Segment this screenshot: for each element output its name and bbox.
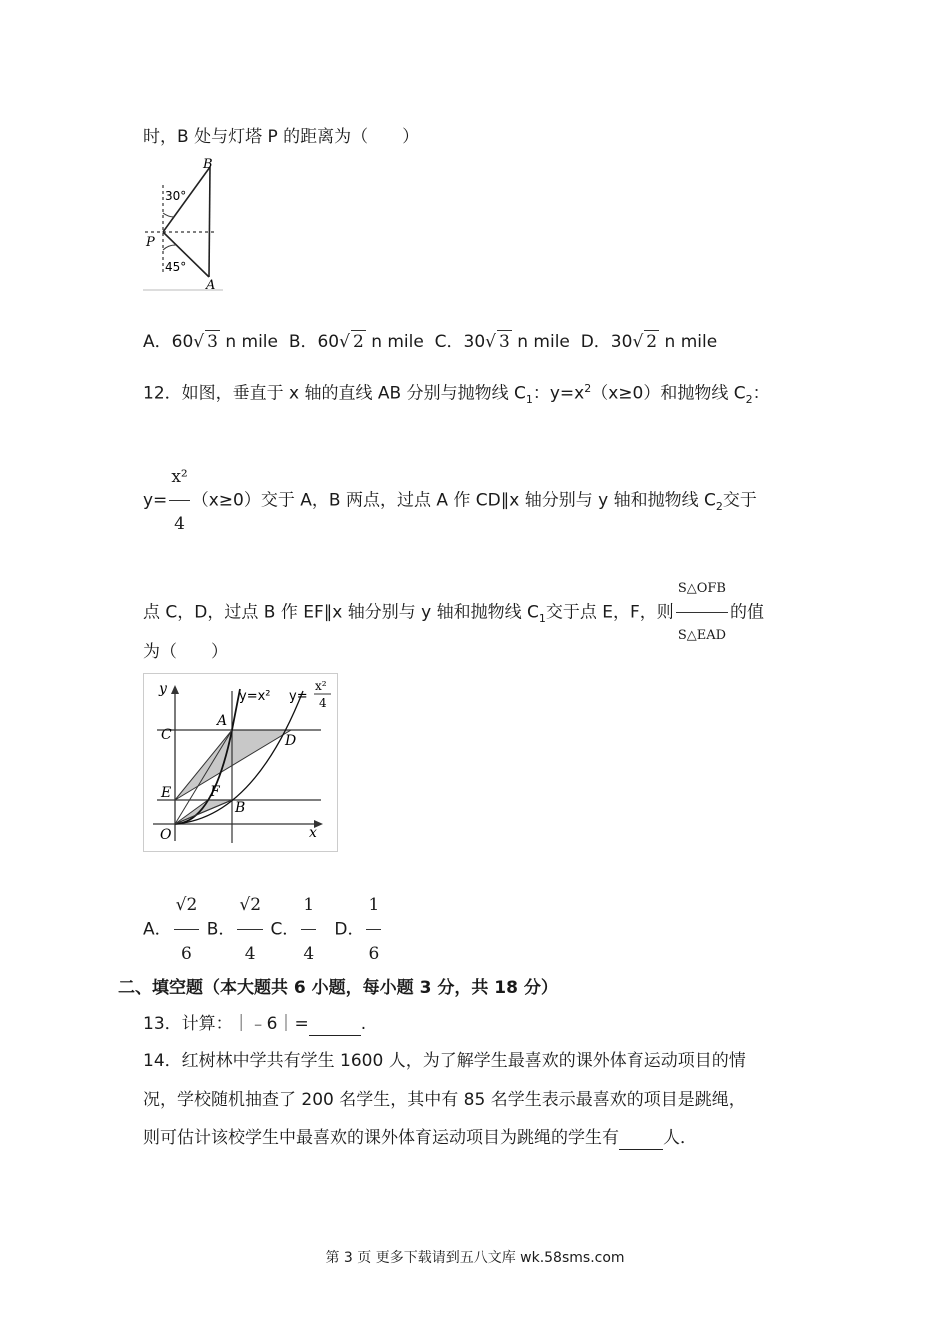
q11-option-b-unit: n mile	[371, 332, 424, 352]
q12-line2-frac-den: 4	[169, 500, 189, 547]
y-axis-label: y	[159, 681, 167, 697]
q14-line1: 14．红树林中学共有学生 1600 人，为了解学生最喜欢的课外体育运动项目的情	[143, 1051, 746, 1071]
q12-option-a	[174, 881, 200, 978]
q12-option-b-num: √2	[239, 895, 262, 915]
curve2-num: x²	[315, 679, 327, 693]
q12-line3-a: 点 C，D，过点 B 作 EF∥x 轴分别与 y 轴和抛物线 C	[143, 602, 539, 623]
q12-line2-a: （x≥0）交于 A，B 两点，过点 A 作 CD∥x 轴分别与 y 轴和抛物线 C	[191, 490, 716, 511]
q12-option-b-den: 4	[237, 929, 263, 978]
q11-option-b: B．60	[288, 332, 340, 352]
q11-option-b-rad: 2	[352, 332, 364, 352]
q12-line3	[143, 566, 764, 659]
q11-option-d-rad: 2	[646, 332, 658, 352]
section2-heading: 二、填空题（本大题共 6 小题，每小题 3 分，共 18 分）	[118, 978, 558, 998]
q12-line3-b: 交于点 E，F，则	[545, 602, 674, 623]
q12-option-c-label: C．	[270, 919, 300, 940]
page-footer: 第 3 页 更多下载请到五八文库 wk.58sms.com	[325, 1250, 625, 1266]
q11-option-d-unit: n mile	[664, 332, 718, 352]
q12-line1-d: ：	[752, 383, 770, 404]
q12-line2-b: 交于	[722, 490, 757, 511]
q12-option-d	[366, 881, 381, 978]
q12-line3-sub: 1	[538, 611, 546, 625]
q12-option-d-label: D．	[334, 919, 365, 940]
q14-line3-end: 人．	[663, 1128, 697, 1148]
q12-line1-sup: 2	[584, 382, 592, 395]
q12-option-b	[237, 881, 263, 978]
q12-options	[143, 881, 383, 978]
q12-line2-frac-num: x²	[171, 467, 188, 487]
q12-line3-c: 的值	[730, 602, 765, 623]
q12-figure	[143, 673, 339, 853]
q12-line4: 为（ ）	[143, 642, 228, 662]
q12-option-c-num: 1	[303, 895, 315, 915]
point-E: E	[161, 785, 172, 801]
q12-line1	[143, 378, 770, 411]
q12-line2-fraction	[169, 454, 189, 547]
q14-answer-blank[interactable]	[619, 1127, 663, 1150]
q12-line1-sub2: 2	[745, 393, 753, 407]
angle-45: 45°	[165, 260, 187, 274]
label-B: B	[203, 157, 213, 172]
point-D: D	[285, 733, 297, 749]
q12-line1-c: （x≥0）和抛物线 C	[591, 383, 746, 404]
q12-option-a-label: A．	[143, 919, 172, 940]
q12-option-c-den: 4	[301, 929, 316, 978]
point-C: C	[161, 727, 172, 743]
q11-option-a-rad: 3	[207, 332, 218, 352]
q12-option-a-num: √2	[175, 895, 198, 915]
q12-option-b-label: B．	[206, 919, 236, 940]
point-B: B	[235, 800, 246, 816]
q11-option-c: C．30	[434, 332, 486, 352]
q12-line2	[143, 454, 757, 547]
q12-option-d-den: 6	[366, 929, 381, 978]
q12-line2-sub: 2	[715, 499, 723, 513]
q12-line3-frac-num: S△OFB	[677, 581, 726, 596]
q13-answer-blank[interactable]	[309, 1013, 361, 1036]
q11-option-c-unit: n mile	[517, 332, 570, 352]
q12-line3-frac-den: S△EAD	[676, 612, 728, 659]
point-F: F	[210, 784, 220, 800]
point-A: A	[217, 713, 228, 729]
q12-option-a-den: 6	[174, 929, 200, 978]
q11-option-c-rad: 3	[499, 332, 510, 352]
q12-option-c	[301, 881, 316, 978]
q13-text: 13．计算：｜﹣6｜=	[143, 1014, 309, 1034]
curve2-prefix: y=	[289, 689, 308, 704]
q11-figure	[143, 157, 225, 291]
q11-option-a-unit: n mile	[225, 332, 278, 352]
q12-line1-sub1: 1	[525, 393, 533, 407]
x-axis-label: x	[309, 825, 317, 841]
q12-line2-prefix: y=	[143, 490, 168, 511]
q14-line2: 况，学校随机抽查了 200 名学生，其中有 85 名学生表示最喜欢的项目是跳绳，	[143, 1090, 746, 1110]
q11-option-d: D．30	[580, 332, 633, 352]
q12-line1-a: 12．如图，垂直于 x 轴的直线 AB 分别与抛物线 C	[143, 383, 526, 404]
q14-line3	[143, 1127, 697, 1150]
q11-option-a: A．60	[143, 332, 194, 352]
label-P: P	[146, 235, 155, 250]
angle-30: 30°	[165, 189, 187, 203]
q13	[143, 1013, 366, 1036]
curve2-den: 4	[319, 696, 327, 710]
origin-label: O	[160, 827, 172, 843]
q14-line3-text: 则可估计该校学生中最喜欢的课外体育运动项目为跳绳的学生有	[143, 1128, 619, 1148]
q13-end: .	[360, 1014, 367, 1034]
q12-line3-fraction	[676, 566, 728, 659]
q12-line1-b: ：y=x	[532, 383, 585, 404]
curve1-label: y=x²	[239, 689, 271, 704]
q11-options: A．60√ 3 n mile B．60√ 2 n mile C．30√ 3 n mile D．30√ 2 n mile	[143, 332, 718, 352]
label-A: A	[206, 278, 216, 291]
q11-intro: 时，B 处与灯塔 P 的距离为（ ）	[143, 127, 420, 147]
q12-option-d-num: 1	[368, 895, 380, 915]
